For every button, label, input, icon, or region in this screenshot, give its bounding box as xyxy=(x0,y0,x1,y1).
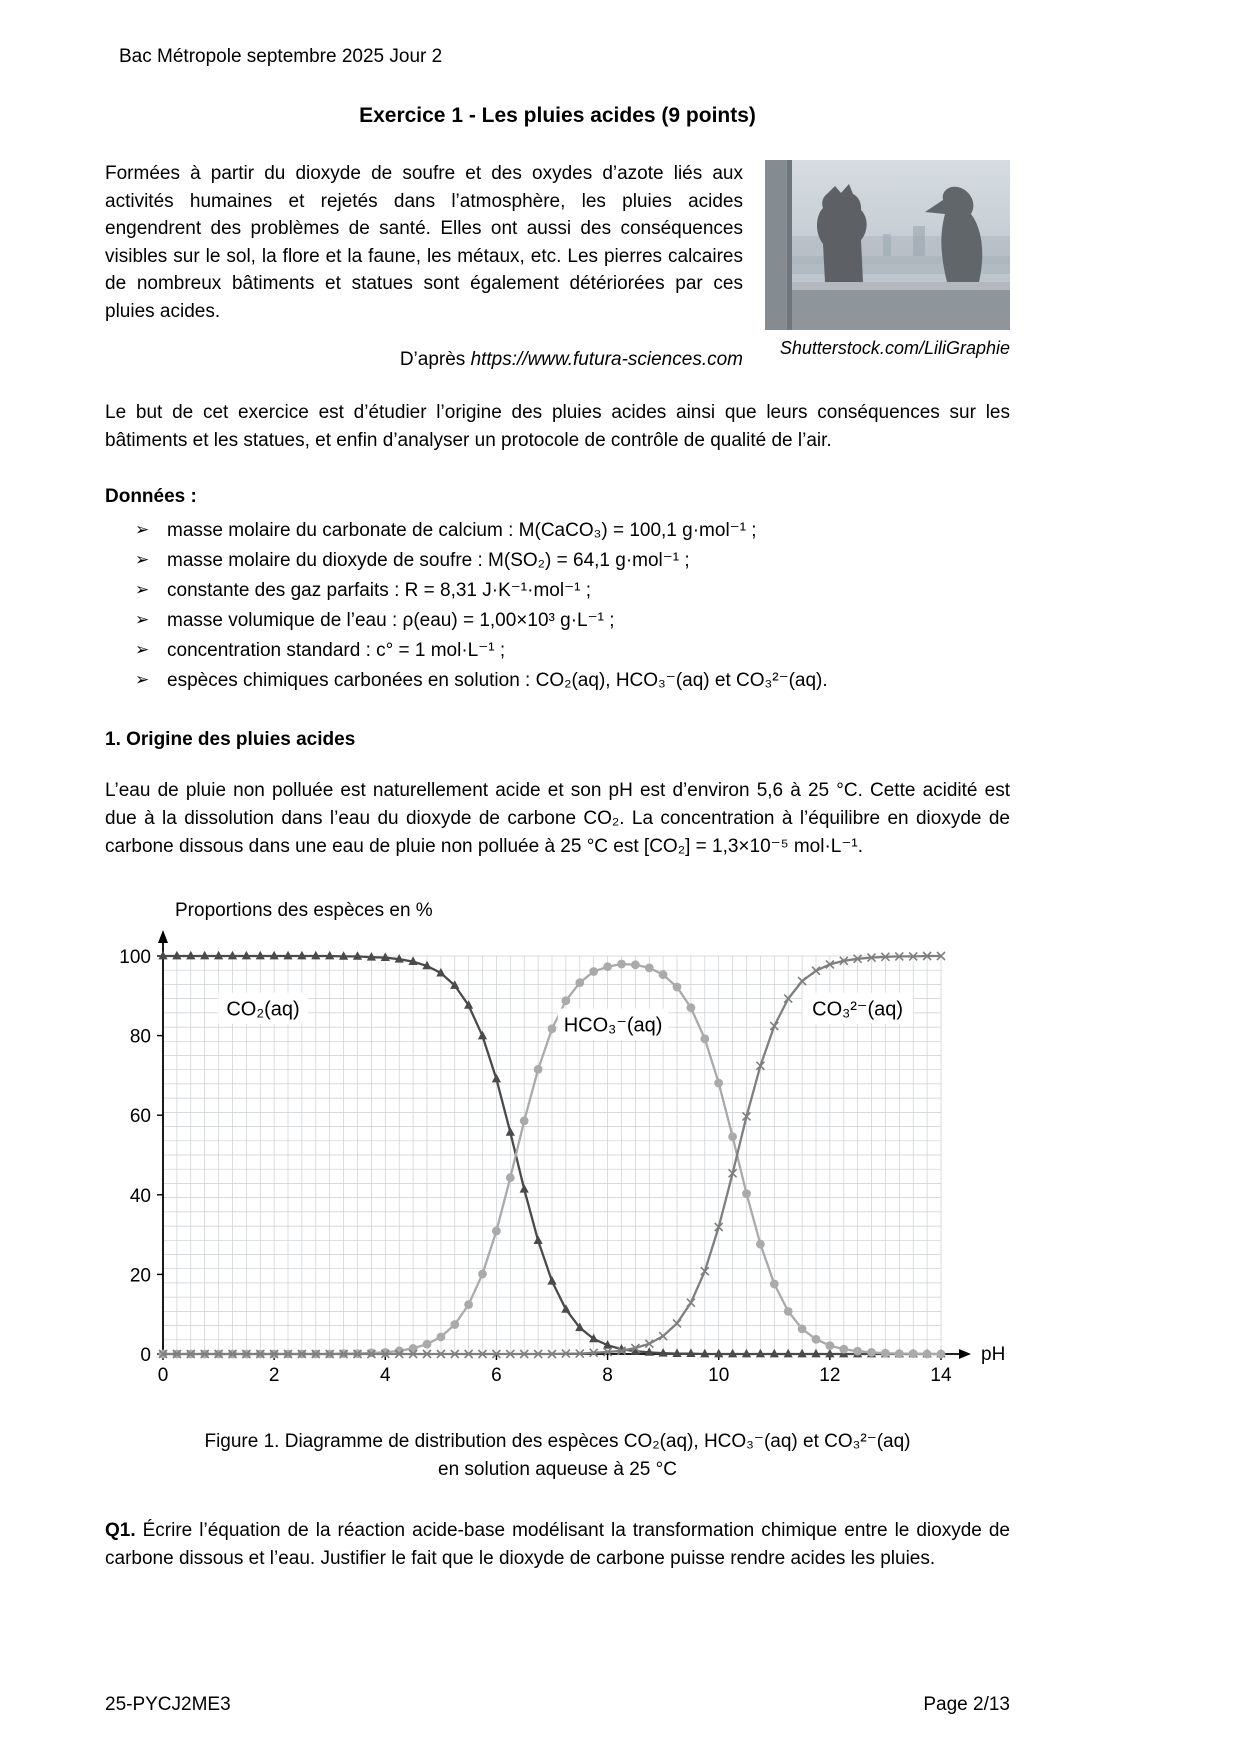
question-1-label: Q1. xyxy=(105,1519,136,1541)
section1-heading: 1. Origine des pluies acides xyxy=(105,729,356,751)
footer-document-code: 25-PYCJ2ME3 xyxy=(105,1694,231,1715)
section1-paragraph: L’eau de pluie non polluée est naturellement acide et son pH est d’environ 5,6 à 25 °C. Cette acidité est due à la dissolution dans l’eau du dioxyde de carbone CO₂. La concentration à l’équilibre en dioxyde de carbone dissous dans une eau de pluie non polluée à 25 °C est [CO₂] = 1,3×10⁻⁵ mol·L⁻¹. xyxy=(105,780,1010,858)
svg-text:40: 40 xyxy=(129,1185,151,1207)
arrow-bullet-icon: ➢ xyxy=(135,520,150,540)
arrow-bullet-icon: ➢ xyxy=(135,640,150,660)
list-item xyxy=(135,668,1010,695)
chart-label-text: CO₂(aq) xyxy=(226,998,300,1021)
intro-section xyxy=(105,160,1010,371)
svg-text:10: 10 xyxy=(708,1364,730,1386)
exercise-title: Exercice 1 - Les pluies acides (9 points) xyxy=(359,104,756,127)
source-url-link[interactable]: https://www.futura-sciences.com xyxy=(470,349,743,371)
svg-text:6: 6 xyxy=(491,1364,502,1386)
photo-tower xyxy=(913,226,925,256)
gargoyle-left-silhouette xyxy=(817,186,867,282)
svg-text:80: 80 xyxy=(129,1026,151,1048)
intro-paragraph: Formées à partir du dioxyde de soufre et des oxydes d’azote liés aux activités humaines et rejetés dans l’atmosphère, les pluies acides engendrent des problèmes de santé. Elles ont aussi des conséquences visibles sur le sol, la flore et la faune, les métaux, etc. Les pierres calcaires de nombreux bâtiments et statues sont également détériorées par ces pluies acides. xyxy=(105,163,743,322)
data-heading: Données : xyxy=(105,486,197,508)
list-item xyxy=(135,548,1010,575)
list-item xyxy=(135,578,1010,605)
svg-text:20: 20 xyxy=(129,1264,151,1286)
data-item-text: espèces chimiques carbonées en solution : CO₂(aq), HCO₃⁻(aq) et CO₃²⁻(aq). xyxy=(167,670,828,692)
question-1-text: Écrire l’équation de la réaction acide-base modélisant la transformation chimique entre le dioxyde de carbone dissous et l’eau. Justifier le fait que le dioxyde de carbone puisse rendre acides les pluies. xyxy=(105,1519,1010,1569)
source-prefix: D’après xyxy=(399,349,471,371)
caption-line2: en solution aqueuse à 25 °C xyxy=(438,1459,677,1481)
svg-text:14: 14 xyxy=(930,1364,952,1386)
source-line xyxy=(105,349,743,371)
data-item-text: constante des gaz parfaits : R = 8,31 J·K⁻¹·mol⁻¹ ; xyxy=(167,580,591,602)
svg-text:0: 0 xyxy=(157,1364,169,1386)
arrow-bullet-icon: ➢ xyxy=(135,610,150,630)
data-list xyxy=(105,518,1010,695)
footer-page-number: Page 2/13 xyxy=(923,1694,1010,1715)
data-item-text: masse molaire du dioxyde de soufre : M(SO₂) = 64,1 g·mol⁻¹ ; xyxy=(167,550,690,572)
caption-line1: Figure 1. Diagramme de distribution des espèces CO₂(aq), HCO₃⁻(aq) et CO₃²⁻(aq) xyxy=(204,1430,911,1452)
intro-text-column xyxy=(105,160,743,371)
page-footer xyxy=(105,1694,1010,1716)
question-1 xyxy=(105,1517,1010,1573)
page-content xyxy=(105,0,1010,1573)
photo-column xyxy=(765,160,1010,371)
distribution-chart xyxy=(105,924,1020,1394)
chart-y-axis-title: Proportions des espèces en % xyxy=(175,899,433,921)
purpose-paragraph: Le but de cet exercice est d’étudier l’origine des pluies acides ainsi que leurs conséquences sur les bâtiments et les statues, et enfin d’analyser un protocole de contrôle de qualité de l’air. xyxy=(105,402,1010,451)
arrow-bullet-icon: ➢ xyxy=(135,670,150,690)
chart-label-text: HCO₃⁻(aq) xyxy=(563,1014,663,1037)
x-axis-label: pH xyxy=(981,1343,1006,1365)
photo-tower2 xyxy=(883,234,891,256)
photo-ledge-edge xyxy=(765,282,1010,290)
arrow-bullet-icon: ➢ xyxy=(135,580,150,600)
gargoyles-photo xyxy=(765,160,1010,330)
svg-text:4: 4 xyxy=(379,1364,391,1386)
arrow-bullet-icon: ➢ xyxy=(135,550,150,570)
list-item xyxy=(135,608,1010,635)
chart-label-text: CO₃²⁻(aq) xyxy=(812,998,904,1021)
data-item-text: concentration standard : c° = 1 mol·L⁻¹ ; xyxy=(167,640,506,662)
data-item-text: masse molaire du carbonate de calcium : M(CaCO₃) = 100,1 g·mol⁻¹ ; xyxy=(167,520,757,542)
figure1-caption xyxy=(105,1428,1010,1485)
svg-text:100: 100 xyxy=(119,946,151,968)
figure1-chart-area xyxy=(105,900,1020,1400)
list-item xyxy=(135,638,1010,665)
svg-text:60: 60 xyxy=(129,1105,151,1127)
list-item xyxy=(135,518,1010,545)
data-item-text: masse volumique de l’eau : ρ(eau) = 1,00×10³ g·L⁻¹ ; xyxy=(167,610,615,632)
svg-text:8: 8 xyxy=(602,1364,613,1386)
photo-credit: Shutterstock.com/LiliGraphie xyxy=(779,338,1010,358)
svg-text:2: 2 xyxy=(268,1364,280,1386)
svg-text:12: 12 xyxy=(819,1364,841,1386)
photo-pillar-shadow xyxy=(787,160,792,330)
svg-text:0: 0 xyxy=(140,1344,151,1366)
page-header: Bac Métropole septembre 2025 Jour 2 xyxy=(119,46,443,67)
